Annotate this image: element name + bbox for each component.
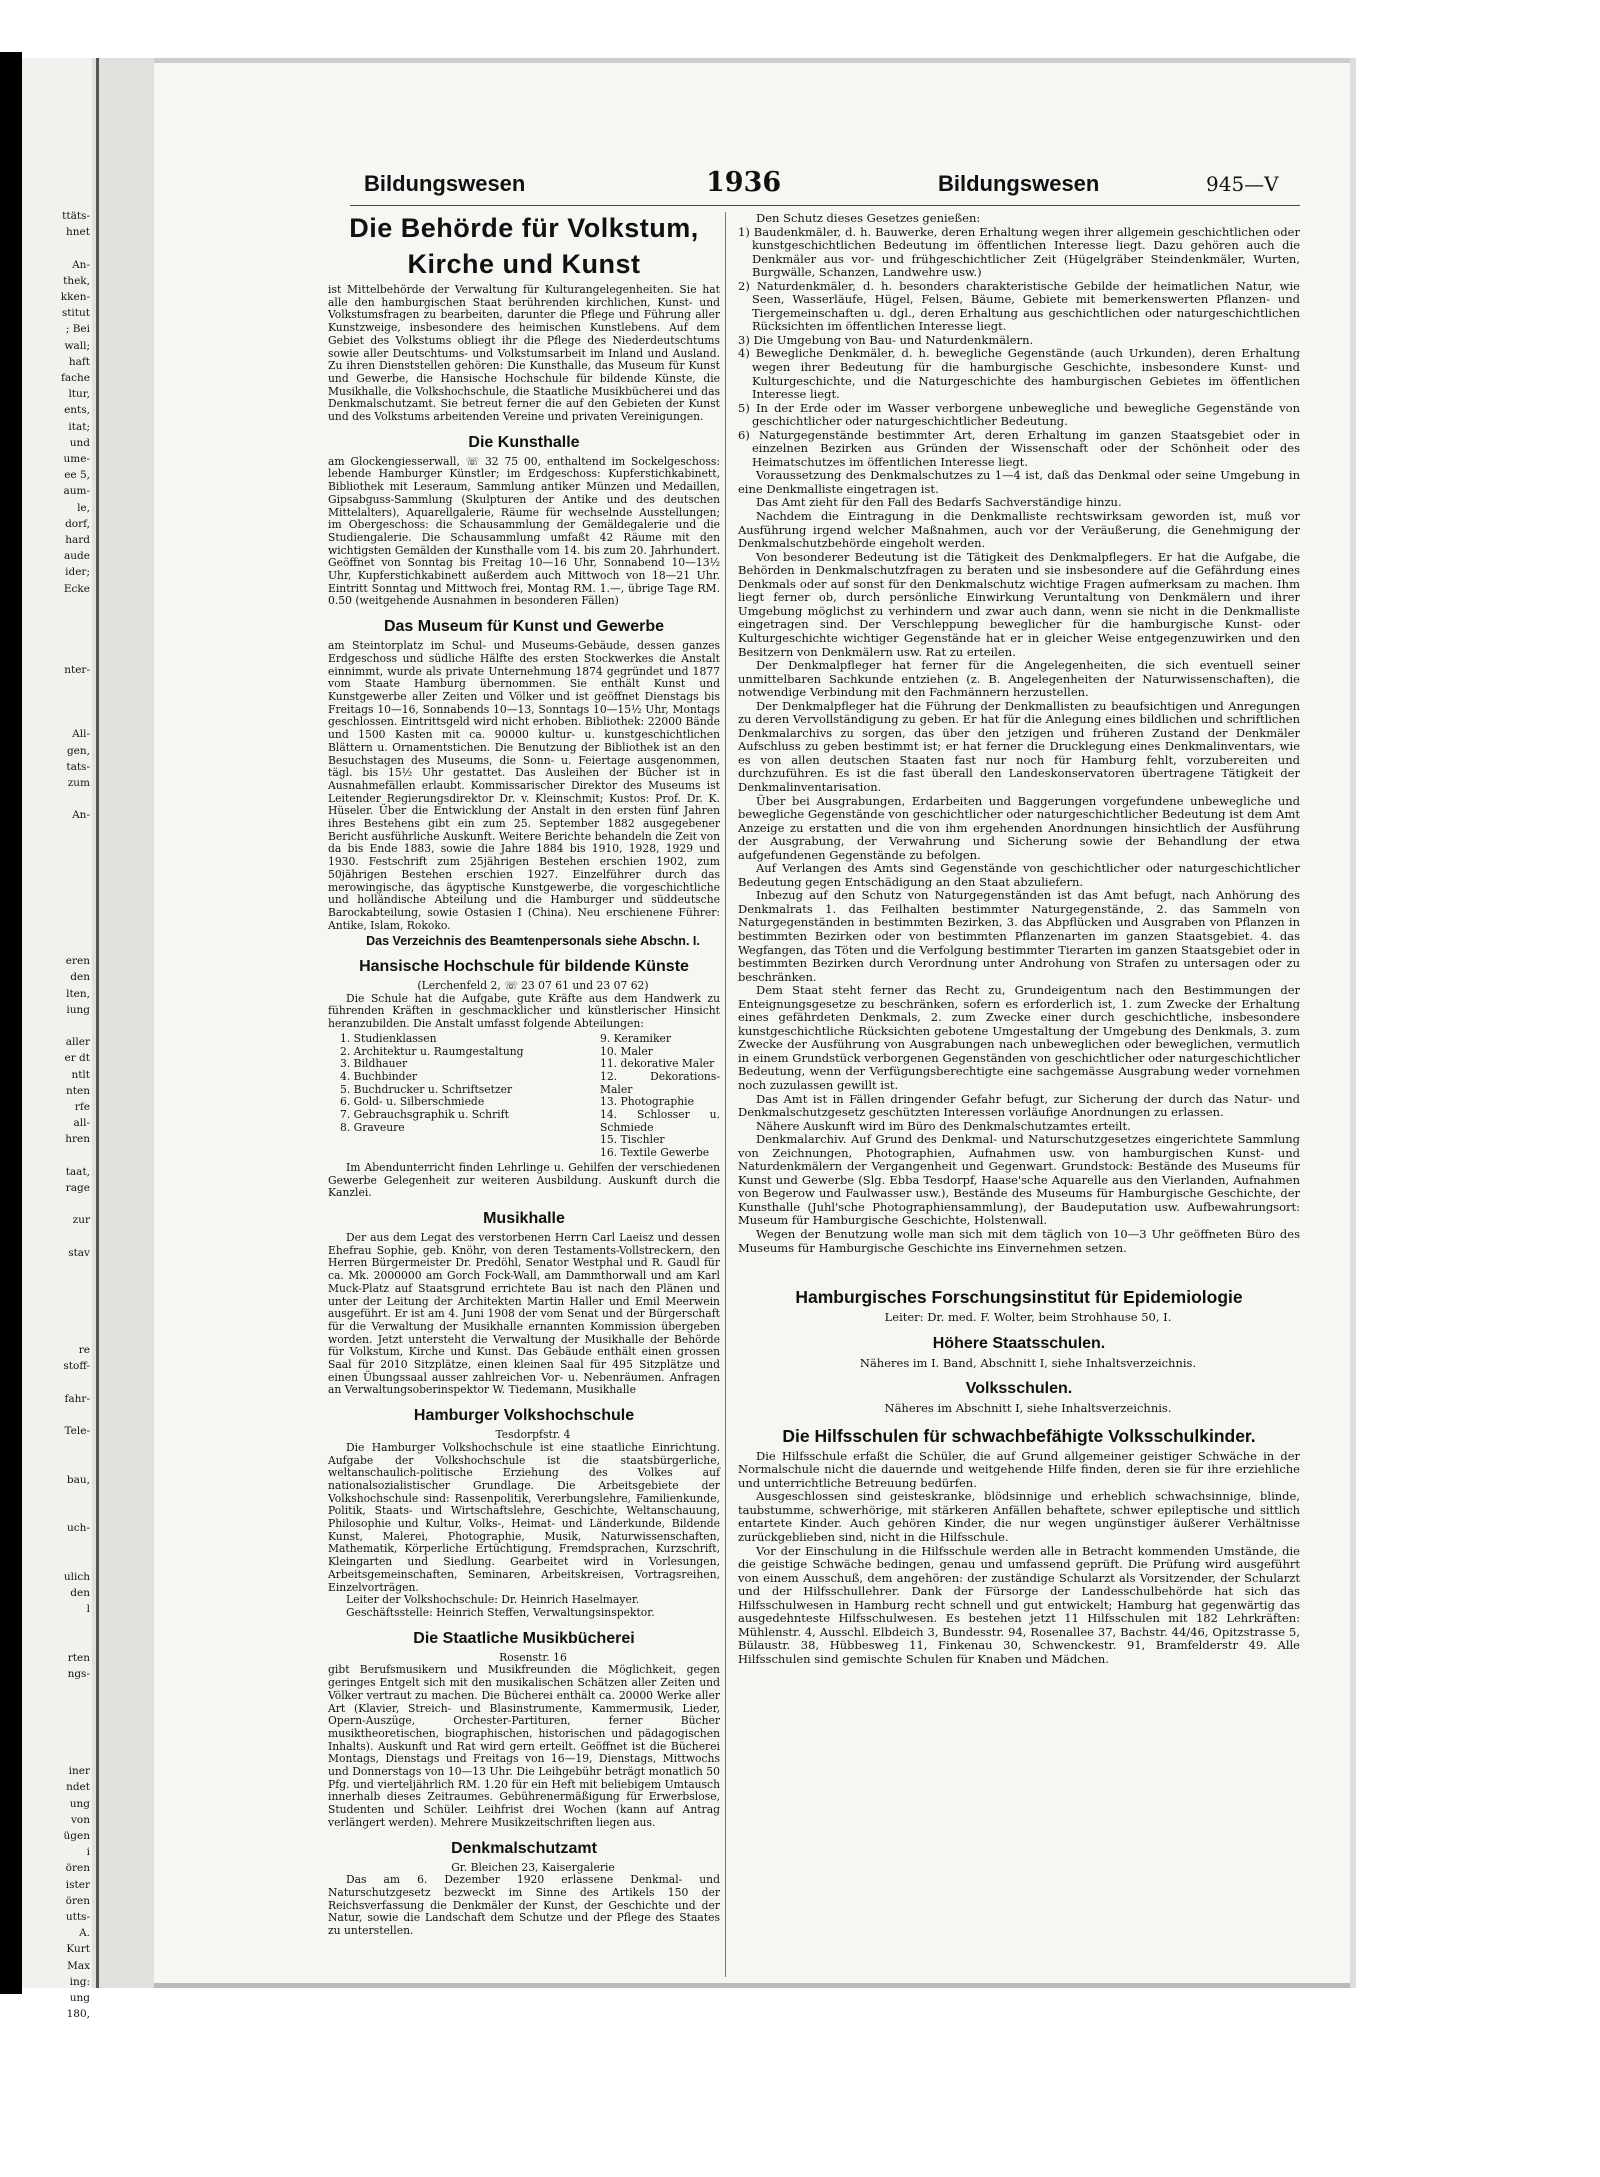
section-title: Die Behörde für Volkstum, <box>349 213 699 243</box>
forschungsinstitut-leiter: Leiter: Dr. med. F. Wolter, beim Strohhause 50, I. <box>884 1310 1172 1325</box>
previous-page-fragment: Tele- <box>64 1425 90 1437</box>
departments-left-column <box>340 1033 590 1160</box>
gutter-fold-line <box>96 58 99 1988</box>
previous-page-fragment: 180, <box>66 2008 90 2021</box>
previous-page-fragment: stav <box>68 1246 90 1259</box>
previous-page-fragment: iung <box>66 1003 90 1016</box>
previous-page-fragment: und <box>69 436 90 449</box>
museum-heading: Das Museum für Kunst und Gewerbe <box>383 618 665 636</box>
department-item: 12. Dekorations-Maler <box>600 1069 720 1096</box>
previous-page-fragment: An- <box>72 809 90 822</box>
previous-page-fragment: Kurt <box>66 1943 90 1956</box>
denkmal-paragraph: Nachdem die Eintragung in die Denkmalliste rechtswirksam geworden ist, muß vor Ausführung irgend welcher Maßnahmen, auch vor der Veräußerung, die Genehmigung der Denkmalschutzbehörde eingeholt werden. <box>738 509 1300 551</box>
protected-item: 5) In der Erde oder im Wasser verborgene unbewegliche und bewegliche Gegenstände von geschichtlicher oder naturgeschichtlicher Bedeutung. <box>738 400 1300 429</box>
previous-page-fragment: ndet <box>66 1781 90 1794</box>
previous-page-fragment: hren <box>65 1133 90 1146</box>
denkmal-paragraph: Inbezug auf den Schutz von Naturgegenständen ist das Amt befugt, nach Anhörung des Denkmalrats 1. das Feilhalten bestimmter Naturgegenstände, 2. das Sammeln von Naturgegenständen in bestimmten Bezirken, 3. das Abpflücken und Ausgraben von Pflanzen in bestimmten Bezirken oder von bestimmten Pflanzenarten im ganzen Staatsgebiet. 4. das Wegfangen, das Töten und die Verfolgung bestimmter Tierarten im ganzen Staatsgebiet oder in bestimmten Bezirken durch Verordnung unter Androhung von Strafen zu untersagen oder zu beschränken. <box>738 888 1300 984</box>
previous-page-fragment: aude <box>64 550 90 563</box>
denkmal-paragraph: Das Amt ist in Fällen dringender Gefahr befugt, zur Sicherung der durch das Natur- und Denkmalschutzgesetz geschützten Interessen vorläufige Anordnungen zu erlassen. <box>738 1091 1300 1120</box>
hochschule-address: (Lerchenfeld 2, ☏ 23 07 61 und 23 07 62) <box>417 979 649 993</box>
department-item: 16. Textile Gewerbe <box>600 1146 710 1160</box>
department-item: 11. dekorative Maler <box>600 1057 715 1071</box>
denkmal-paragraphs <box>738 469 1300 1255</box>
previous-page-fragment: A. <box>79 1927 90 1940</box>
denkmal-paragraph: Über bei Ausgrabungen, Erdarbeiten und Baggerungen vorgefundene unbewegliche und bewegliche Gegenstände von geschichtlicher oder naturgeschichtlicher Bedeutung ist dem Amt Anzeige zu erstatten und die von ihm ergehenden Anordnungen hinsichtlich der Ausführung der Ausgrabung, der Verwahrung und Sicherung sowie der Behandlung der etwa aufgefundenen Gegenstände zu befolgen. <box>738 793 1300 862</box>
denkmal-paragraph: Voraussetzung des Denkmalschutzes zu 1—4 ist, daß das Denkmal oder seine Umgebung in eine Denkmalliste eingetragen ist. <box>738 468 1300 496</box>
previous-page-fragment: eren <box>65 955 90 968</box>
previous-page-fragment: fache <box>60 372 90 384</box>
previous-page-fragment: zur <box>72 1214 90 1227</box>
previous-page-fragment: gen, <box>66 744 90 757</box>
volkshochschule-address: Tesdorpfstr. 4 <box>495 1428 571 1442</box>
right-column <box>738 212 1300 1667</box>
previous-page-fragment: aller <box>65 1036 90 1049</box>
previous-page-fragment: Ecke <box>63 582 90 595</box>
previous-page-fragment: bau, <box>66 1473 90 1486</box>
hilfsschulen-paragraph: Vor der Einschulung in die Hilfsschule werden alle in Betracht kommenden Umstände, die die geistige Schwäche bedingen, genau und umfassend geprüft. Die Prüfung wird ausgeführt von einem Ausschuß, dem angehören: der zuständige Schularzt als Vorsitzender, der Schularzt und der Hilfsschullehrer. Dank der Fürsorge der Landesschulbehörde hat sich das Hilfsschulwesen in Hamburg recht schnell und gut entwickelt; Hamburg hat gegenwärtig das ausgedehnteste Hilfsschulwesen. Es bestehen jetzt 11 Hilfsschulen mit 182 Lehrkräften: Mühlenstr. 4, Ausschl. Elbdeich 3, Bundesstr. 94, Rosenallee 37, Bachstr. 44/46, Opitzstrasse 5, Bülaustr. 38, Hübbesweg 11, Finkenau 30, Schwenckestr. 91, Bramfelderstr 49. Alle Hilfsschulen sind gemischte Schulen für Knaben und Mädchen. <box>738 1543 1300 1666</box>
page-edge-top <box>154 58 1350 63</box>
previous-page-fragment: ulich <box>63 1570 90 1583</box>
hoehere-staatsschulen-text: Näheres im I. Band, Abschnitt I, siehe Inhaltsverzeichnis. <box>859 1355 1197 1370</box>
previous-page-fragment: hnet <box>66 226 90 239</box>
volksschulen-heading: Volksschulen. <box>965 1380 1073 1398</box>
previous-page-fragment: l <box>86 1603 90 1616</box>
previous-page-fragment: tats- <box>66 760 90 773</box>
page-edge-bottom <box>154 1983 1350 1988</box>
department-item: 13. Photographie <box>600 1095 694 1109</box>
previous-page-fragment: ltur, <box>68 388 90 401</box>
previous-page-fragment: haft <box>68 355 90 368</box>
department-item: 1. Studienklassen <box>340 1031 437 1045</box>
volkshochschule-text: Die Hamburger Volkshochschule ist eine staatliche Einrichtung. Aufgabe der Volkshochschule ist die staatsbürgerliche, weltanschaulich-politische Erziehung des Volkes auf nationalsozialistischer Grundlage. Die Arbeitsgebiete der Volkshochschule sind: Rassenpolitik, Vererbungslehre, Familienkunde, Politik, Staats- und Wirtschaftslehre, Geschichte, Weltanschauung, Philosophie und Kultur, Volks-, Heimat- und Länderkunde, Bildende Kunst, Malerei, Photographie, Musik, Naturwissenschaften, Mathematik, Körperliche Ertüchtigung, Fremdsprachen, Kurzschrift, Kleingarten und Siedlung. Gearbeitet wird in Vorlesungen, Arbeitsgemeinschaften, Seminaren, Arbeitskreisen, Vortragsreihen, Einzelvorträgen. <box>328 1440 720 1594</box>
header-rule <box>350 205 1300 206</box>
department-item: 15. Tischler <box>600 1133 665 1147</box>
previous-page-fragment: An- <box>72 258 90 271</box>
previous-page-fragment: thek, <box>63 274 90 287</box>
denkmalschutzamt-text: Das am 6. Dezember 1920 erlassene Denkmal- und Naturschutzgesetz bezweckt im Sinne des Artikels 150 der Reichsverfassung die Denkmäler der Kunst, der Geschichte und der Natur, sowie die Landschaft dem Schutze und der Pflege des Staates zu unterstellen. <box>328 1873 720 1938</box>
previous-page-fragment: taat, <box>65 1165 90 1178</box>
previous-page-fragment: ung <box>69 1797 90 1810</box>
previous-page-fragment: hard <box>65 534 90 546</box>
previous-page-fragment: re <box>78 1344 90 1356</box>
forschungsinstitut-heading: Hamburgisches Forschungsinstitut für Epidemiologie <box>795 1287 1243 1308</box>
volksschulen-text: Näheres im Abschnitt I, siehe Inhaltsverzeichnis. <box>884 1401 1172 1416</box>
department-item: 3. Bildhauer <box>340 1057 408 1071</box>
department-item: 10. Maler <box>600 1044 653 1058</box>
previous-page-fragment: ören <box>65 1862 90 1875</box>
previous-page-fragment: fahr- <box>64 1392 90 1405</box>
previous-page-fragment: ügen <box>63 1830 90 1842</box>
previous-page-fragment: den <box>70 1587 90 1599</box>
previous-page-fragment: ing: <box>69 1975 90 1988</box>
musikhalle-heading: Musikhalle <box>483 1210 565 1227</box>
previous-page-fragment: dorf, <box>65 517 90 530</box>
previous-page-fragment: stitut <box>61 307 90 320</box>
hoehere-staatsschulen-heading: Höhere Staatsschulen. <box>932 1334 1106 1352</box>
departments-right-column <box>600 1033 720 1160</box>
column-divider <box>725 212 726 1977</box>
previous-page-fragment: ents, <box>64 404 90 417</box>
hilfsschulen-heading: Die Hilfsschulen für schwachbefähigte Volksschulkinder. <box>782 1425 1256 1446</box>
previous-page-fragment: lten, <box>66 987 90 1000</box>
denkmal-paragraph: Dem Staat steht ferner das Recht zu, Grundeigentum nach den Bestimmungen der Enteignungsgesetze zu beschränken, sofern es erforderlich ist, 1. zum Zwecke der Erhaltung eines gefährdeten Denkmals, 2. zum Zwecke einer durch geschichtliche, insbesondere kunstgeschichtliche Rücksichten gebotene Umgestaltung der Umgebung des Denkmals, 3. zum Zwecke der Ausführung von Ausgrabungen nach unbeweglichen oder beweglichen, vermutlich in einem Grundstück verborgenen Gegenständen von geschichtlicher oder naturgeschichtlicher Bedeutung, wenn der Verfügungsberechtigte eine sachgemässe Ausgrabung weder vornehmen noch zuzulassen gewillt ist. <box>738 983 1300 1092</box>
previous-page-fragment: i <box>86 1846 90 1859</box>
denkmal-paragraph: Der Denkmalpfleger hat ferner für die Angelegenheiten, die sich eventuell seiner unmittelbaren Sachkunde entziehen (z. B. Angelegenheiten der Naturwissenschaften), die notwendige Verbindung mit den Fachmännern herzustellen. <box>738 658 1300 700</box>
kunsthalle-heading: Die Kunsthalle <box>468 433 580 451</box>
volkshochschule-geschaeftsstelle: Geschäftsstelle: Heinrich Steffen, Verwaltungsinspektor. <box>346 1605 655 1619</box>
previous-page-fragment: nter- <box>64 663 90 676</box>
hochschule-text: Die Schule hat die Aufgabe, gute Kräfte aus dem Handwerk zu führenden Kräften in geschmacklicher und künstlerischer Hinsicht heranzubilden. Die Anstalt umfasst folgende Abteilungen: <box>328 991 720 1031</box>
page-gutter <box>92 58 154 1988</box>
denkmal-paragraph: Wegen der Benutzung wolle man sich mit dem täglich von 10—3 Uhr geöffneten Büro des Museums für Hamburgische Geschichte ins Einvernehmen setzen. <box>738 1227 1300 1255</box>
hochschule-after: Im Abendunterricht finden Lehrlinge u. Gehilfen der verschiedenen Gewerbe Gelegenheit zur weiteren Ausbildung. Auskunft durch die Kanzlei. <box>328 1160 720 1200</box>
previous-page-fragment: rten <box>67 1651 90 1664</box>
previous-page-fragment: ttäts- <box>62 210 90 222</box>
intro-paragraph: ist Mittelbehörde der Verwaltung für Kulturangelegenheiten. Sie hat alle den hamburgischen Staat berührenden kirchlichen, Kunst- und Volkstumsfragen zu bearbeiten, darunter die Pflege und Führung aller Kunstzweige, insbesondere des heimischen Kunstlebens. Auf dem Gebiet des Volkstums obliegt ihr die Pflege des Niederdeutschtums sowie aller Deutschtums- und Volkstumsarbeit im Inland und Ausland. Zu ihren Dienststellen gehören: Die Kunsthalle, das Museum für Kunst und Gewerbe, die Hansische Hochschule für bildende Künste, die Musikhalle, die Volkshochschule, die Staatliche Musikbücherei und das Denkmalschutzamt. Sie betreut ferner die auf den Gebieten der Kunst und des Volkstums arbeitenden Vereine und privaten Vereinigungen. <box>328 283 720 424</box>
previous-page-fragment: All- <box>72 728 90 741</box>
hilfsschulen-paragraph: Die Hilfsschule erfaßt die Schüler, die auf Grund allgemeiner geistiger Schwäche in der Normalschule nicht die dauernde und weitgehende Hilfe finden, deren sie für ihre erziehliche und unterrichtliche Betreuung bedürfen. <box>738 1448 1300 1490</box>
header-year: 1936 <box>706 167 782 198</box>
department-item: 7. Gebrauchsgraphik u. Schrift <box>340 1108 509 1122</box>
previous-page-fragment: rfe <box>74 1101 90 1113</box>
previous-page-fragment: aum- <box>63 485 90 498</box>
denkmal-paragraph: Nähere Auskunft wird im Büro des Denkmalschutzamtes erteilt. <box>756 1118 1131 1133</box>
previous-page-fragment: all- <box>73 1117 90 1130</box>
previous-page-fragment: den <box>70 971 90 984</box>
musikbuecherei-address: Rosenstr. 16 <box>499 1650 567 1664</box>
scan-dark-edge <box>0 52 22 1994</box>
previous-page-strip <box>22 58 92 2021</box>
volkshochschule-heading: Hamburger Volkshochschule <box>413 1407 635 1425</box>
previous-page-fragment: zum <box>67 777 90 789</box>
previous-page-fragment: Max <box>67 1959 90 1972</box>
section-title: Kirche und Kunst <box>407 249 641 279</box>
department-item: 2. Architektur u. Raumgestaltung <box>340 1044 524 1058</box>
header-right-label: Bildungswesen <box>938 171 1100 196</box>
department-item: 14. Schlosser u. Schmiede <box>600 1108 720 1134</box>
denkmal-paragraph: Von besonderer Bedeutung ist die Tätigkeit des Denkmalpflegers. Er hat die Aufgabe, die Behörden in Denkmalschutzfragen zu beraten und sie insbesondere auf die Gefährdung eines Denkmals oder auf sonst für den Denkmalschutz wichtige Fragen aufmerksam zu machen. Ihm liegt ferner ob, durch persönliche Einwirkung Veruntaltung von Denkmälern und ihrer Umgebung möglichst zu verhindern und zwar auch dann, wenn sie nicht in die Denkmalliste eingetragen sind. Der Verschleppung beweglicher für die hamburgische Kunst- oder Kulturgeschichte wichtiger Gegenstände hat er in gleicher Weise entgegenzuwirken und den Besitzern von Denkmälern usw. Rat zu erteilen. <box>738 549 1300 659</box>
previous-page-fragment: le, <box>77 501 90 514</box>
denkmal-paragraph: Der Denkmalpfleger hat die Führung der Denkmallisten zu beaufsichtigen und Anregungen zu deren Vervollständigung zu geben. Er hat für die Anlegung eines bildlichen und schriftlichen Denkmalarchivs zu sorgen, das über den jetzigen und früheren Zustand der Denkmäler Aufschluss zu geben bestimmt ist; er hat ferner die Drucklegung eines Denkmalinventars, wie es von allen deutschen Staaten fast nur noch für Hamburg fehlt, vorzubereiten und durchzuführen. Es ist die fast überall den Landeskonservatoren übertragene Tätigkeit der Denkmalinventarisation. <box>738 698 1300 794</box>
museum-text: am Steintorplatz im Schul- und Museums-Gebäude, dessen ganzes Erdgeschoss und südliche Hälfte des ersten Stockwerkes die Anstalt einnimmt, wurde als private Unternehmung 1874 gegründet und 1877 vom Staate Hamburg übernommen. Sie enthält Kunst und Kunstgewerbe aller Zeiten und Völker und ist geöffnet Dienstags bis Freitags 10—16, Sonnabends 10—13, Sonntags 10—15½ Uhr, Montags geschlossen. Eintrittsgeld wird nicht erhoben. Bibliothek: 22000 Bände und 1500 Kasten mit ca. 90000 kultur- u. kunstgeschichtlichen Blättern u. Ornamentstichen. Die Benutzung der Bibliothek ist an den Besuchstagen des Museums, die Sonn- u. Feiertage ausgenommen, tägl. bis 15½ Uhr gestattet. Das Ausleihen der Bücher ist in Ausnahmefällen erlaubt. Kommissarischer Direktor des Museums ist Leitender Regierungsdirektor Dr. v. Kleinschmit; Kustos: Prof. Dr. K. Hüseler. Über die Entwicklung der Anstalt in den ersten fünf Jahren ihres Bestehens gibt ein zum 25. September 1882 ausgegebener Bericht ausführliche Auskunft. Weitere Berichte behandeln die Zeit von da bis Ende 1883, sowie die Jahre 1884 bis 1910, 1928, 1929 und 1930. Festschrift zum 25jährigen Bestehen erschien 1902, zum 50jährigen Bestehen erschien 1927. Einzelführer durch das merowingische, das ägyptische Kunstgewerbe, die vorgeschichtliche und holländische Abteilung und die Hamburger und süddeutsche Barockabteilung, sowie Ostasien I (China). Neu erschienene Führer: Antike, Islam, Rokoko. <box>328 639 720 932</box>
previous-page-fragment: uch- <box>67 1522 90 1535</box>
museum-note: Das Verzeichnis des Beamtenpersonals siehe Abschn. I. <box>366 934 700 949</box>
previous-page-fragment: stoff- <box>63 1360 90 1373</box>
hochschule-heading: Hansische Hochschule für bildende Künste <box>359 958 689 976</box>
volkshochschule-leiter: Leiter der Volkshochschule: Dr. Heinrich Haselmayer. <box>346 1593 640 1607</box>
denkmalschutzamt-heading: Denkmalschutzamt <box>451 1839 597 1857</box>
department-item: 6. Gold- u. Silberschmiede <box>340 1095 485 1109</box>
previous-page-fragment: ören <box>65 1894 90 1907</box>
previous-page-fragment: ; Bei <box>65 323 90 336</box>
previous-page-fragment: ider; <box>65 566 90 579</box>
previous-page-fragment: er dt <box>64 1052 90 1065</box>
hilfsschulen-paragraph: Ausgeschlossen sind geisteskranke, blödsinnige und erheblich schwachsinnige, blinde, taubstumme, schwerhörige, mit stärkeren Anfällen behaftete, schwer epileptische und sittlich entartete Kinder. Auch gehören Kinder, die nur wegen ungünstiger äußerer Verhältnisse zurückgeblieben sind, nicht in die Hilfsschule. <box>738 1489 1300 1545</box>
denkmal-paragraph: Das Amt zieht für den Fall des Bedarfs Sachverständige hinzu. <box>756 495 1122 510</box>
musikbuecherei-text: gibt Berufsmusikern und Musikfreunden die Möglichkeit, gegen geringes Entgelt sich mit den musikalischen Schätzen aller Zeiten und Völker vertraut zu machen. Die Bücherei enthält ca. 20000 Werke aller Art (Klavier, Streich- und Blasinstrumente, Kammermusik, Lieder, Opern-Auszüge, Orchester-Partituren, ferner Bücher musiktheoretischen, biographischen, historischen und pädagogischen Inhalts). Auskunft und Rat wird gern erteilt. Geöffnet ist die Bücherei Montags, Dienstags und Freitags von 16—19, Dienstags, Mittwochs und Donnerstags von 10—13 Uhr. Die Leihgebühr beträgt monatlich 50 Pfg. und vierteljährlich RM. 1.20 für ein Heft mit beliebigem Umtausch innerhalb dieses Zeitraumes. Gebührenermäßigung für Erwerbslose, Studenten und Schüler. Leihfrist drei Wochen (kann auf Antrag verlängert werden). Mehrere Musikzeitschriften liegen aus. <box>328 1663 720 1829</box>
denkmal-paragraph: Denkmalarchiv. Auf Grund des Denkmal- und Naturschutzgesetzes eingerichtete Sammlung von Zeichnungen, Photographien, Aufnahmen usw. von hamburgischen Kunst- und Naturdenkmälern der Vergangenheit und Gegenwart. Grundstock: Bestände des Museums für Kunst und Gewerbe (Slg. Ebba Tesdorpf, Haase'sche Aquarelle aus den Vierlanden, Aufnahmen von Begerow und Faulwasser usw.), Bestände des Museums für Hamburgische Geschichte, der Kunsthalle (Juhl'sche Photographiensammlung), der Baudeputation usw. Aufbewahrungsort: Museum für Hamburgische Geschichte, Holstenwall. <box>738 1132 1300 1228</box>
previous-page-fragment: kken- <box>60 291 90 303</box>
department-item: 4. Buchbinder <box>340 1069 418 1083</box>
department-item: 8. Graveure <box>340 1120 405 1134</box>
departments-list <box>340 1033 720 1160</box>
denkmal-paragraph: Auf Verlangen des Amts sind Gegenstände von geschichtlicher oder naturgeschichtlicher Bedeutung gegen Entschädigung an den Staat abzuliefern. <box>738 861 1300 889</box>
previous-page-fragment: utts- <box>65 1911 90 1923</box>
previous-page-fragment: von <box>70 1813 90 1826</box>
header-left-label: Bildungswesen <box>364 171 526 196</box>
left-column <box>328 212 720 1938</box>
denkmalschutzamt-address: Gr. Bleichen 23, Kaisergalerie <box>451 1860 615 1874</box>
previous-page-fragment: ung <box>69 1992 90 2004</box>
protected-item: 3) Die Umgebung von Bau- und Naturdenkmälern. <box>738 332 1034 347</box>
previous-page-fragment: ister <box>65 1878 90 1891</box>
header-page-number: 945—V <box>1206 172 1279 196</box>
protected-item: 2) Naturdenkmäler, d. h. besonders charakteristische Gebilde der heimatlichen Natur, wie Seen, Wasserläufe, Hügel, Felsen, Bäume, Gebiete mit bemerkenswerten Pflanzen- und Tiergemeinschaften u. dgl., deren Erhaltung aus geschichtlichen oder naturgeschichtlichen Rücksichten im öffentlichen Interesse liegt. <box>738 278 1300 334</box>
previous-page-fragment: ntlt <box>71 1068 90 1081</box>
previous-page-fragment: rage <box>65 1182 90 1194</box>
kunsthalle-text: am Glockengiesserwall, ☏ 32 75 00, enthaltend im Sockelgeschoss: lebende Hamburger Künstler; im Erdgeschoss: Kupferstichkabinett, Bibliothek mit Leseraum, Sammlung antiker Münzen und Medaillen, Gipsabguss-Sammlung (Skulpturen der Antike und des deutschen Mittelalters), Aquarellgalerie, Räume für wechselnde Ausstellungen; im Obergeschoss: die Schausammlung der Gemäldegalerie und die Studiengalerie. Die Schausammlung umfaßt 42 Räume mit den wichtigsten Gemälden der Kunsthalle vom 14. bis zum 20. Jahrhundert. Geöffnet von Sonntag bis Freitag 10—16 Uhr, Sonnabend 10—13½ Uhr, Kupferstichkabinett außerdem auch Mittwoch von 18—21 Uhr. Eintritt Sonntag und Mittwoch frei, Montag RM. 1.—, übrige Tage RM. 0.50 (weitgehende Ausnahmen in besonderen Fällen) <box>328 454 720 608</box>
previous-page-fragment: itat; <box>68 420 90 433</box>
department-item: 9. Keramiker <box>600 1031 671 1045</box>
protected-item: 4) Bewegliche Denkmäler, d. h. bewegliche Gegenstände (auch Urkunden), deren Erhaltung wegen ihrer Bedeutung für die hamburgische Geschichte, insbesondere Kunst- und Kulturgeschichte, und die Naturgeschichte des hamburgischen Gebietes im öffentlichen Interesse liegt. <box>738 346 1300 402</box>
previous-page-fragment: ee 5, <box>64 469 90 482</box>
protected-item: 6) Naturgegenstände bestimmter Art, deren Erhaltung im ganzen Staatsgebiet oder in einzelnen Bezirken aus Gründen der Wissenschaft oder der Schönheit oder des Heimatschutzes im öffentlichen Interesse liegt. <box>738 427 1300 469</box>
previous-page-fragment: ume- <box>63 453 90 465</box>
protected-item: 1) Baudenkmäler, d. h. Bauwerke, deren Erhaltung wegen ihrer allgemein geschichtlichen oder kunstgeschichtlichen Bedeutung im öffentlichen Interesse liegt. Dazu gehören auch die Denkmäler aus vor- und frühgeschichtlicher Zeit (Hügelgräber Steindenkmäler, Wurten, Burgwälle, Schanzen, Landwehre usw.) <box>738 224 1300 280</box>
previous-page-fragment: iner <box>68 1765 90 1778</box>
previous-page-fragment: nten <box>66 1084 90 1097</box>
musikbuecherei-heading: Die Staatliche Musikbücherei <box>413 1629 635 1647</box>
department-item: 5. Buchdrucker u. Schriftsetzer <box>340 1082 513 1096</box>
page-edge-right <box>1350 58 1356 1988</box>
previous-page-fragment: ngs- <box>67 1668 90 1680</box>
protected-items-list <box>738 226 1300 470</box>
musikhalle-text: Der aus dem Legat des verstorbenen Herrn Carl Laeisz und dessen Ehefrau Sophie, geb. Knöhr, von deren Testaments-Vollstreckern, den Herren Bürgermeister Dr. Predöhl, Senator Westphal und R. Gaudl für ca. Mk. 2000000 am Gorch Fock-Wall, am Dammthorwall und am Karl Muck-Platz auf Staatsgrund errichtete Bau ist nach den Plänen und unter der Leitung der Architekten Martin Haller und Emil Meerwein ausgeführt. Er ist am 4. Juni 1908 der vom Senat und der Bürgerschaft für die Verwaltung der Musikhalle ernannten Kommission übergeben worden. Jetzt untersteht die Verwaltung der Musikhalle der Behörde für Volkstum, Kirche und Kunst. Das Gebäude enthält einen grossen Saal für 2010 Sitzplätze, einen kleinen Saal für 495 Sitzplätze und einen Übungssaal ausser zahlreichen Vor- u. Nebenräumen. Anfragen an Verwaltungsoberinspektor W. Tiedemann, Musikhalle <box>328 1231 720 1397</box>
right-intro: Den Schutz dieses Gesetzes genießen: <box>756 211 981 225</box>
previous-page-fragment: wall; <box>64 339 90 352</box>
